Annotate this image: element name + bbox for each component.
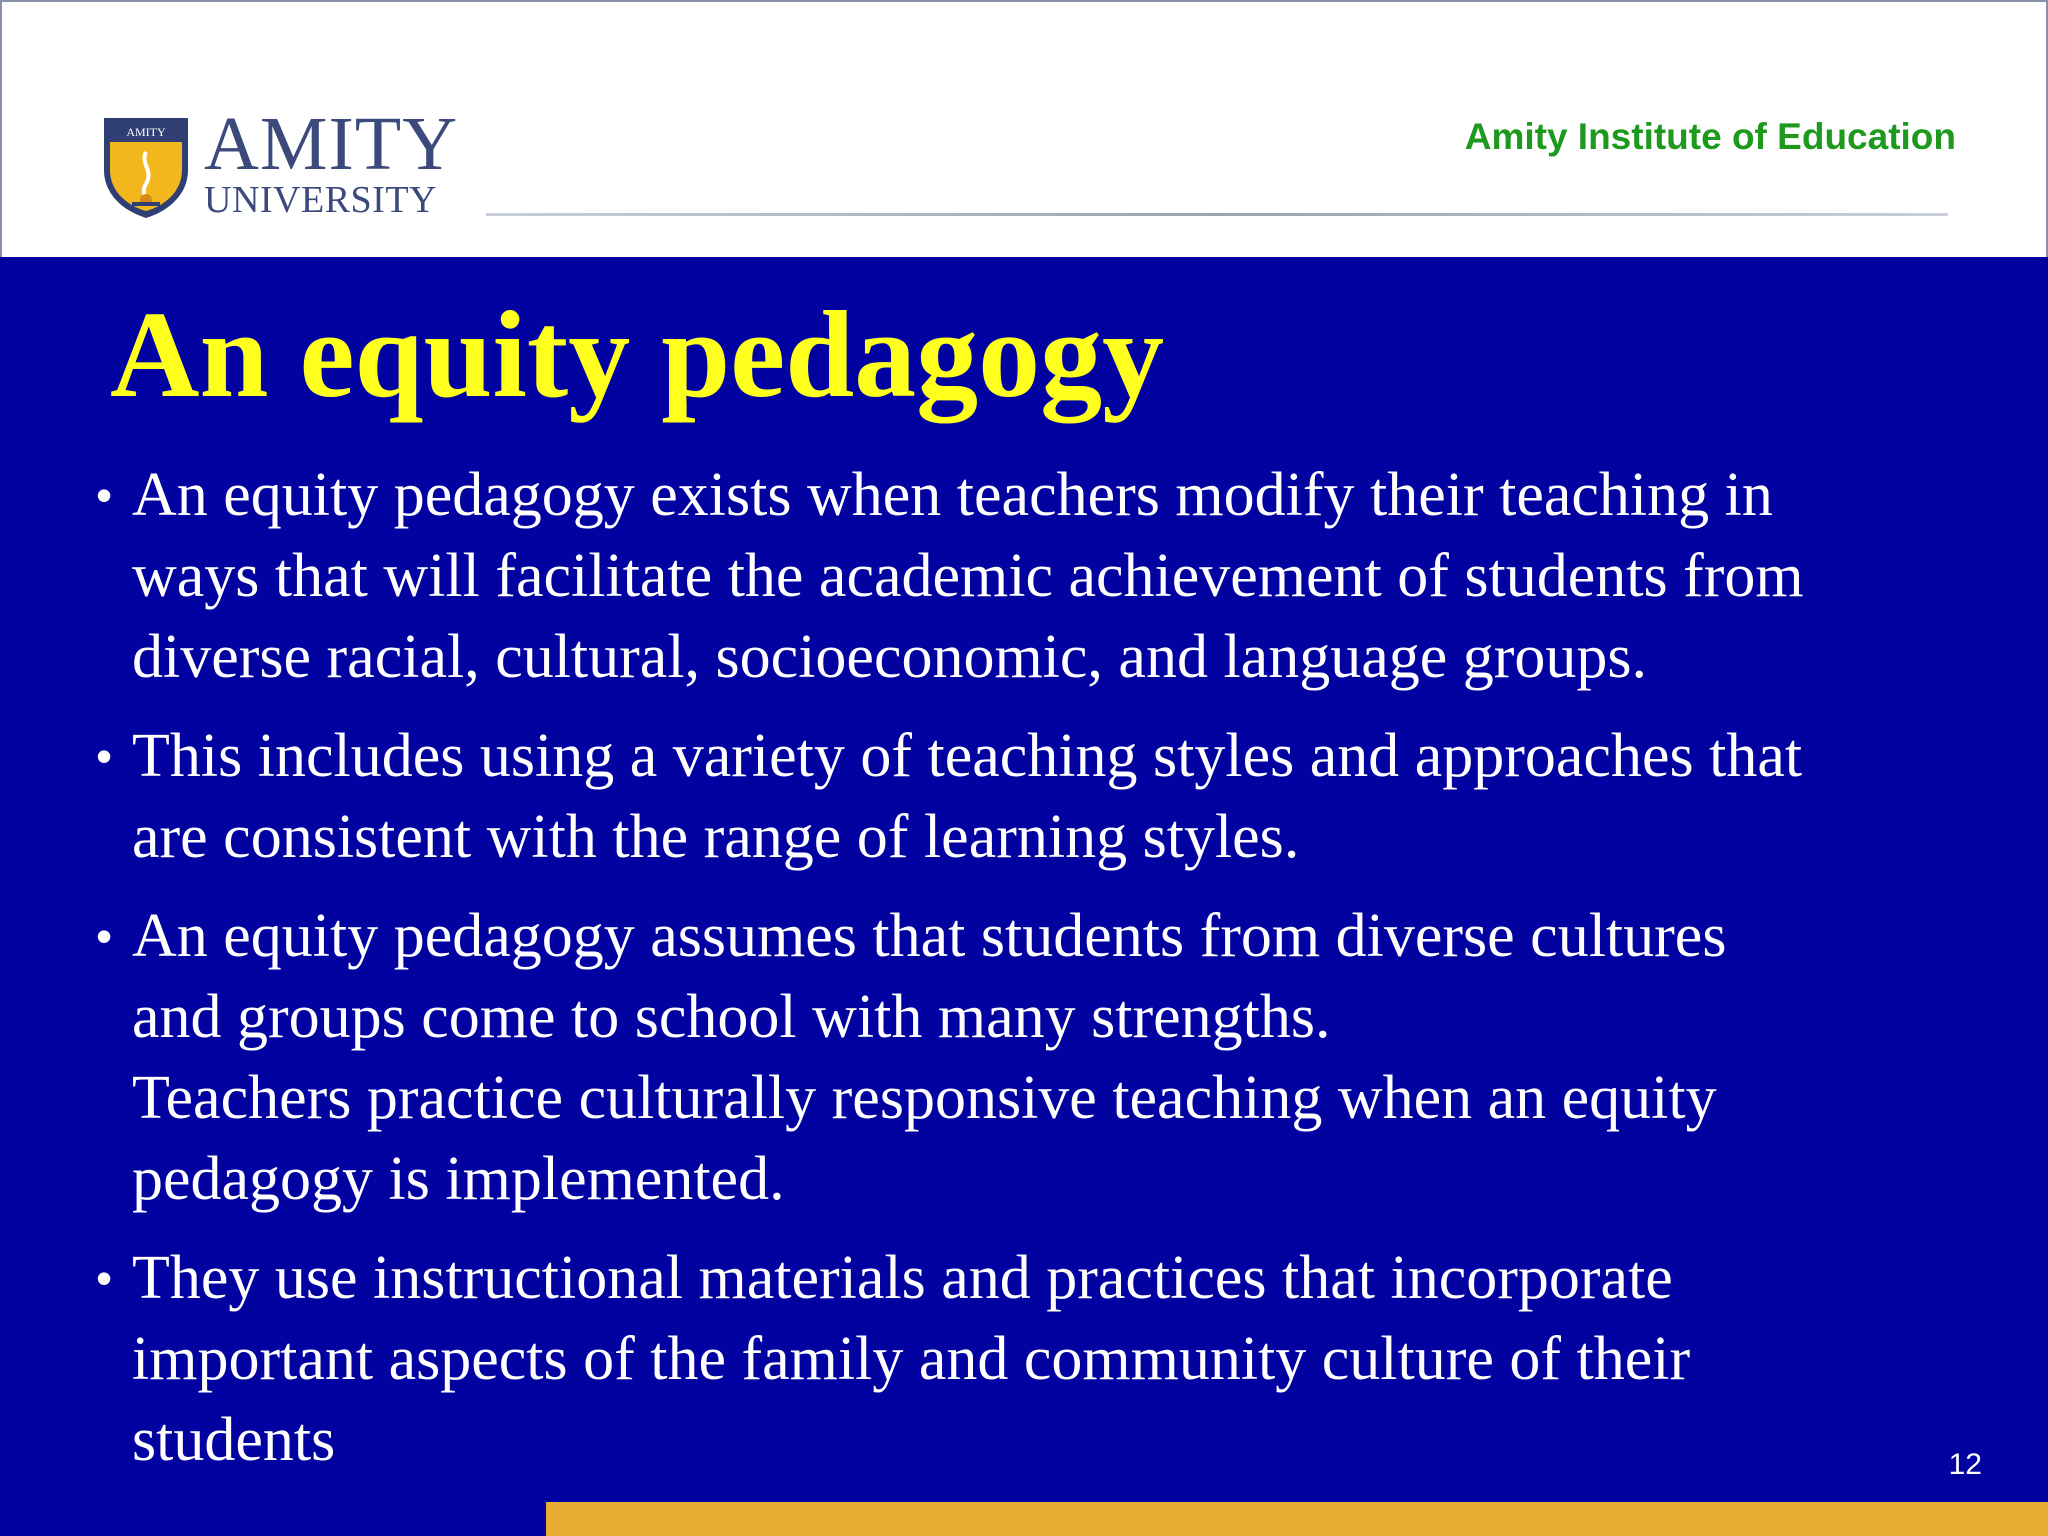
bullet-text-line: Teachers practice culturally responsive teaching when an equity (132, 1064, 1717, 1132)
bullet-text-line: and groups come to school with many strengths. (132, 983, 1331, 1051)
footer-accent-bar (546, 1502, 2048, 1536)
bullet-text-line: An equity pedagogy assumes that students from diverse cultures (132, 902, 1727, 970)
bullet-item (96, 455, 1996, 698)
bullet-text-line: important aspects of the family and community culture of their (132, 1325, 1691, 1393)
bullet-item (96, 896, 1996, 1220)
logo-wordmark-amity: AMITY (204, 102, 459, 186)
bullet-item (96, 716, 1996, 878)
bullet-text-line: ways that will facilitate the academic achievement of students from (132, 542, 1804, 610)
bullet-icon: • (96, 910, 113, 962)
bullet-list (96, 455, 1996, 1499)
bullet-text-line: students (132, 1406, 336, 1474)
bullet-text-line: This includes using a variety of teaching styles and approaches that (132, 722, 1803, 790)
bullet-text-line: They use instructional materials and practices that incorporate (132, 1244, 1673, 1312)
slide-header (0, 0, 2048, 257)
slide-title: An equity pedagogy (110, 286, 1165, 423)
page-number: 12 (1948, 1448, 1982, 1481)
amity-university-logo (100, 102, 459, 224)
logo-wordmark-university: UNIVERSITY (204, 179, 437, 221)
bullet-text-line: pedagogy is implemented. (132, 1145, 785, 1213)
header-divider (486, 213, 1948, 216)
bullet-icon: • (96, 730, 113, 782)
bullet-icon: • (96, 469, 113, 521)
bullet-text-line: diverse racial, cultural, socioeconomic, and language groups. (132, 623, 1648, 691)
bullet-text-line: An equity pedagogy exists when teachers modify their teaching in (132, 461, 1773, 529)
institute-name: Amity Institute of Education (1464, 116, 1956, 157)
svg-text:AMITY: AMITY (126, 125, 166, 139)
bullet-icon: • (96, 1252, 113, 1304)
bullet-item (96, 1238, 1996, 1481)
amity-shield-icon (100, 112, 192, 220)
bullet-text-line: are consistent with the range of learning styles. (132, 803, 1300, 871)
